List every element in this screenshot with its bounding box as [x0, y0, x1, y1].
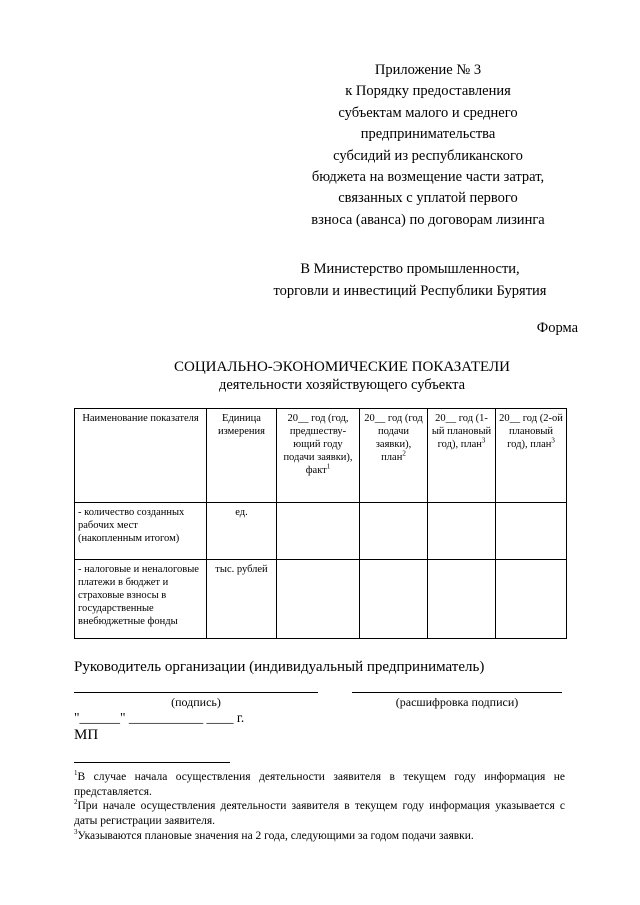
- addressee-line: торговли и инвестиций Республики Бурятия: [273, 283, 547, 299]
- footnote-mark: 3: [74, 828, 78, 837]
- signature-line[interactable]: [74, 692, 318, 693]
- value-cell[interactable]: [496, 503, 567, 560]
- appendix-line: субсидий из республиканского: [333, 147, 523, 164]
- row-unit: тыс. рублей: [207, 560, 277, 639]
- footnote: [74, 770, 565, 799]
- table-header-row: [75, 409, 567, 503]
- footnote-mark: 3: [551, 436, 555, 445]
- appendix-line: предпринимательства: [360, 126, 496, 143]
- signature-caption: (подпись): [171, 695, 221, 709]
- header-year-fact: 20__ год (год, предшеству-ющий году подачи заявки), факт$^1$: [277, 409, 360, 503]
- value-cell[interactable]: [428, 503, 496, 560]
- value-cell[interactable]: [360, 503, 428, 560]
- footnote-mark: 2: [74, 798, 78, 807]
- header-year-plan: 20__ год (год подачи заявки), план$^2$: [360, 409, 428, 503]
- value-cell[interactable]: [277, 560, 360, 639]
- footnote-mark: 2: [402, 449, 406, 458]
- title-subtitle: деятельности хозяйствующего субъекта: [218, 377, 466, 393]
- addressee: [240, 258, 580, 302]
- stamp-label: МП: [74, 727, 99, 743]
- date-line[interactable]: "______" ___________ ____ г.: [74, 710, 245, 725]
- header-plan-year-1: 20__ год (1-ый плановый год), план$^3$: [428, 409, 496, 503]
- row-name: - количество созданных рабочих мест (накопленным итогом): [75, 503, 207, 560]
- indicators-table: [74, 408, 567, 639]
- footnote-text: Указываются плановые значения на 2 года, следующими за годом подачи заявки.: [77, 830, 474, 842]
- footnote-mark: 3: [481, 436, 486, 445]
- title-main: СОЦИАЛЬНО-ЭКОНОМИЧЕСКИЕ ПОКАЗАТЕЛИ: [174, 359, 510, 375]
- footnote: [74, 829, 565, 844]
- document-title: [0, 358, 640, 394]
- addressee-line: В Министерство промышленности,: [300, 261, 520, 277]
- appendix-header: [278, 60, 578, 231]
- footnote-divider: [74, 762, 230, 763]
- value-cell[interactable]: [277, 503, 360, 560]
- footnote-mark: 1: [74, 769, 78, 778]
- header-unit: Единица измерения: [207, 409, 277, 503]
- table-row: [75, 560, 567, 639]
- signature-decoding-line[interactable]: [352, 692, 562, 693]
- value-cell[interactable]: [360, 560, 428, 639]
- footnote-mark: 1: [326, 462, 331, 471]
- footnote: [74, 799, 565, 828]
- appendix-line: Приложение № 3: [374, 62, 482, 78]
- footnote-text: При начале осуществления деятельности заявителя в текущем году информация указывается с даты регистрации заявителя.: [74, 800, 565, 827]
- appendix-line: к Порядку предоставления: [345, 83, 511, 100]
- signature-decoding-caption: (расшифровка подписи): [395, 695, 519, 709]
- table-row: [75, 503, 567, 560]
- header-plan-year-2: 20__ год (2-ой плановый год), план$^3$: [496, 409, 567, 503]
- form-label: Форма: [536, 320, 578, 336]
- appendix-line: связанных с уплатой первого: [338, 190, 518, 207]
- header-name: Наименование показателя: [75, 409, 207, 503]
- footnote-text: В случае начала осуществления деятельности заявителя в текущем году информация не представляется.: [74, 771, 565, 798]
- appendix-line: субъектам малого и среднего: [338, 104, 518, 121]
- appendix-line: взноса (аванса) по договорам лизинга: [311, 211, 545, 228]
- value-cell[interactable]: [428, 560, 496, 639]
- leader-label: Руководитель организации (индивидуальный предприниматель): [74, 659, 485, 675]
- row-name: - налоговые и неналоговые платежи в бюджет и страховые взносы в государственные внебюджетные фонды: [75, 560, 207, 639]
- value-cell[interactable]: [496, 560, 567, 639]
- appendix-line: бюджета на возмещение части затрат,: [311, 169, 545, 186]
- row-unit: ед.: [207, 503, 277, 560]
